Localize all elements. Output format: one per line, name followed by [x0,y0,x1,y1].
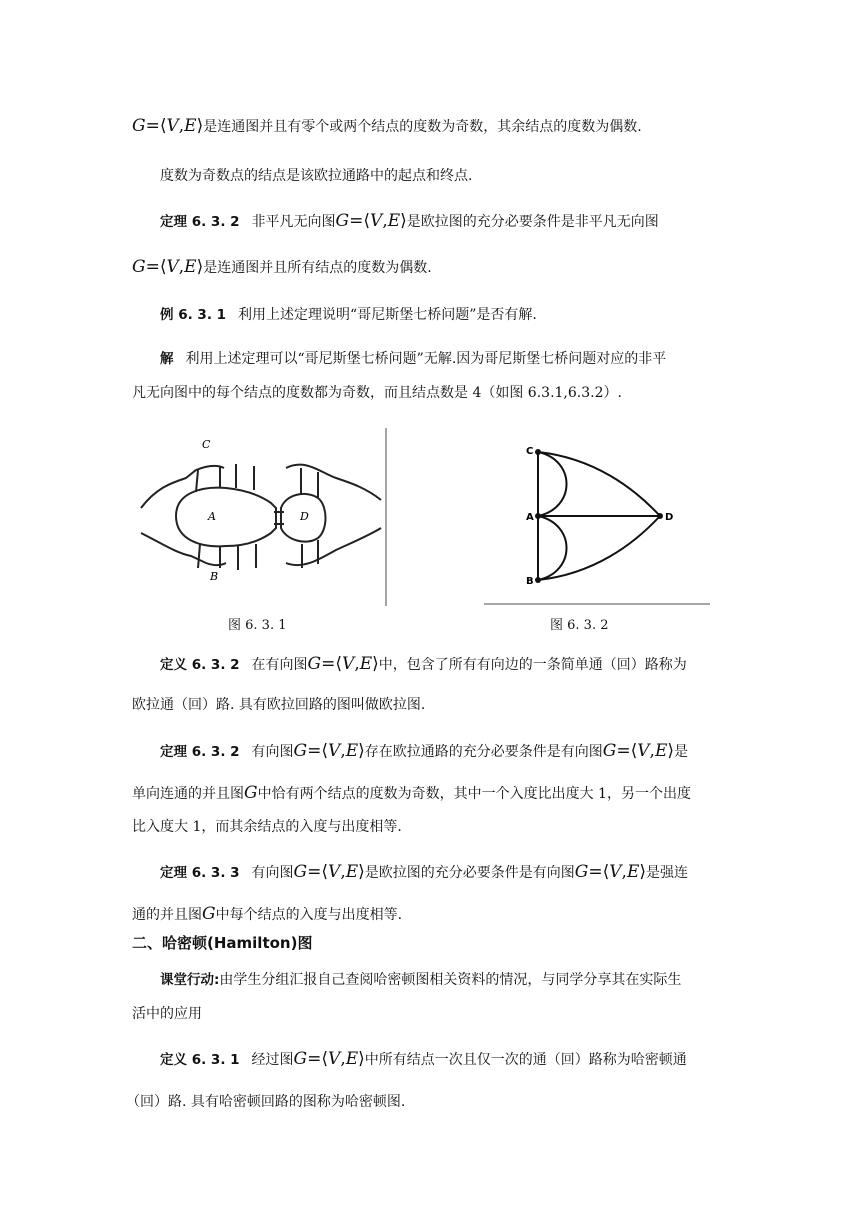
math-e: E [345,741,359,761]
paragraph-text: 是连通图并且有零个或两个结点的度数为奇数，其余结点的度数为偶数. [203,119,642,135]
math-v: V [370,211,383,231]
math-comma: , [178,257,185,277]
math-g: G [307,654,322,674]
theorem-line [160,741,688,762]
math-lang: ⟨ [363,211,371,231]
theorem-label: 定理 6. 3. 2 [160,744,240,760]
figure-caption: 图 6. 3. 1 [228,618,287,633]
activity-text: 活中的应用 [132,1006,202,1022]
math-eq: = [349,211,364,231]
math-e: E [654,741,668,761]
math-comma: , [178,116,185,136]
math-g: G [132,257,146,277]
paragraph-text: 度数为奇数点的结点是该欧拉通路中的起点和终点. [160,168,473,184]
math-v: V [609,862,622,882]
math-lang: ⟨ [321,862,329,882]
definition-text: （回）路. 具有哈密顿回路的图称为哈密顿图. [126,1094,406,1110]
math-g: G [293,741,308,761]
konigsberg-graph-figure [484,438,712,608]
math-eq: = [307,862,322,882]
solution-label: 解 [160,351,174,367]
section-heading: 二、哈密顿(Hamilton)图 [132,934,313,952]
fig2-label-c: C [526,446,534,457]
math-g: G [132,116,146,136]
math-comma: , [340,741,346,761]
fig1-label-c: C [202,438,211,451]
theorem-text: 是 [674,744,689,760]
math-g: G [293,1049,308,1069]
math-lang: ⟨ [159,257,167,277]
definition-line [132,695,425,715]
theorem-text: 非平凡无向图 [251,214,336,230]
math-eq: = [588,862,603,882]
math-eq: = [616,741,631,761]
theorem-text: 中每个结点的入度与出度相等. [215,907,403,923]
math-rang: ⟩ [196,116,204,136]
math-eq: = [307,741,322,761]
fig2-label-b: B [526,576,534,587]
theorem-line [160,862,688,883]
math-eq: = [307,1049,322,1069]
math-v: V [637,741,650,761]
example-label: 例 6. 3. 1 [160,307,227,323]
theorem-line [132,817,402,837]
theorem-text: 是连通图并且所有结点的度数为偶数. [203,260,432,276]
math-comma: , [649,741,655,761]
math-e: E [626,862,640,882]
math-comma: , [382,211,388,231]
math-g: G [574,862,589,882]
definition-line [126,1092,405,1112]
activity-line [160,970,681,990]
math-comma: , [340,1049,346,1069]
theorem-text: 有向图 [251,865,294,881]
fig2-label-d: D [665,512,674,523]
definition-text: 欧拉通（回）路. 具有欧拉回路的图叫做欧拉图. [132,697,426,713]
math-comma: , [621,862,627,882]
math-e: E [184,116,197,136]
solution-text: 利用上述定理可以“哥尼斯堡七桥问题”无解.因为哥尼斯堡七桥问题对应的非平 [185,351,667,367]
math-e: E [184,257,197,277]
theorem-line [132,904,402,925]
math-v: V [166,116,179,136]
theorem-text: 是强连 [646,865,689,881]
example-text: 利用上述定理说明“哥尼斯堡七桥问题”是否有解. [238,307,537,323]
activity-text: 由学生分组汇报自己查阅哈密顿图相关资料的情况，与同学分享其在实际生 [219,972,682,988]
math-lang: ⟨ [321,1049,329,1069]
math-lang: ⟨ [630,741,638,761]
fig1-label-b: B [210,570,219,583]
math-e: E [359,654,373,674]
theorem-text: 比入度大 1，而其余结点的入度与出度相等. [132,819,402,835]
math-lang: ⟨ [335,654,343,674]
math-lang: ⟨ [602,862,610,882]
solution-text: 凡无向图中的每个结点的度数都为奇数，而且结点数是 4（如图 6.3.1,6.3.2）. [132,385,622,401]
math-rang: ⟩ [196,257,204,277]
theorem-text: 单向连通的并且图 [132,786,244,802]
math-rang: ⟩ [372,654,379,674]
paragraph-line [160,166,472,186]
math-v: V [328,1049,341,1069]
math-g: G [244,783,258,803]
theorem-text: 通的并且图 [132,907,202,923]
math-rang: ⟩ [358,741,365,761]
theorem-line [132,257,432,278]
theorem-text: 中恰有两个结点的度数为奇数，其中一个入度比出度大 1，另一个出度 [257,786,691,802]
math-lang: ⟨ [321,741,329,761]
definition-text: 经过图 [251,1052,294,1068]
math-rang: ⟩ [358,862,365,882]
math-rang: ⟩ [358,1049,365,1069]
definition-text: 中所有结点一次且仅一次的通（回）路称为哈密顿通 [364,1052,687,1068]
theorem-text: 是欧拉图的充分必要条件是有向图 [364,865,575,881]
theorem-text: 有向图 [251,744,294,760]
theorem-label: 定理 6. 3. 2 [160,214,240,230]
math-g: G [602,741,617,761]
math-v: V [166,257,179,277]
math-rang: ⟩ [667,741,675,761]
definition-text: 中，包含了所有有向边的一条简单通（回）路称为 [378,657,687,673]
math-v: V [342,654,355,674]
theorem-line [132,783,691,804]
math-g: G [335,211,350,231]
definition-line [160,1049,687,1070]
math-rang: ⟩ [400,211,407,231]
math-e: E [345,1049,359,1069]
math-v: V [328,741,341,761]
example-line [160,305,537,325]
theorem-text: 存在欧拉通路的充分必要条件是有向图 [364,744,603,760]
solution-line [160,349,666,369]
konigsberg-map-figure [136,428,390,608]
math-eq: = [321,654,336,674]
math-g: G [293,862,308,882]
definition-text: 在有向图 [251,657,308,673]
activity-label: 课堂行动: [160,972,220,988]
theorem-label: 定理 6. 3. 3 [160,865,240,881]
fig1-label-d: D [300,510,309,523]
activity-line [132,1004,202,1024]
solution-line [132,383,622,403]
fig2-label-a: A [526,512,534,523]
math-eq: = [145,116,160,136]
theorem-line [160,211,659,232]
theorem-text: 是欧拉图的充分必要条件是非平凡无向图 [406,214,659,230]
math-e: E [345,862,359,882]
definition-line [160,654,687,675]
math-eq: = [145,257,160,277]
math-lang: ⟨ [159,116,167,136]
definition-label: 定义 6. 3. 1 [160,1052,240,1068]
math-g: G [202,904,216,924]
math-rang: ⟩ [639,862,647,882]
definition-label: 定义 6. 3. 2 [160,657,240,673]
paragraph-line [132,116,642,137]
fig1-label-a: A [208,510,216,523]
math-comma: , [340,862,346,882]
figure-caption: 图 6. 3. 2 [550,618,609,633]
math-v: V [328,862,341,882]
math-comma: , [354,654,360,674]
math-e: E [387,211,401,231]
